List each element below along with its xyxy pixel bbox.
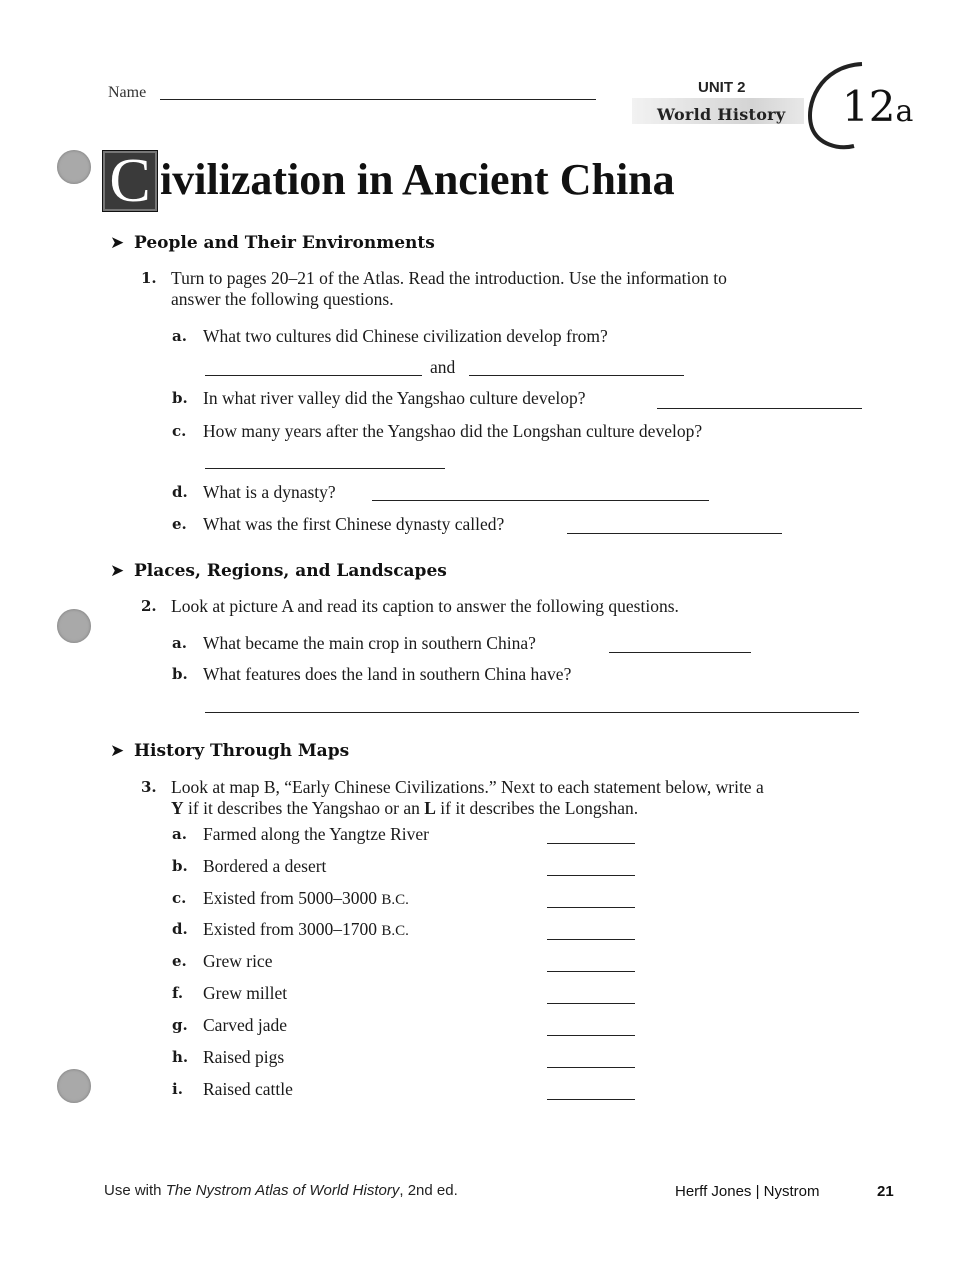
page-title: ivilization in Ancient China — [160, 155, 675, 204]
page-number: 21 — [877, 1183, 894, 1200]
answer-blank[interactable] — [657, 408, 862, 409]
arrow-icon: ➤ — [110, 561, 125, 581]
question-number: 2. — [141, 597, 157, 615]
unit-label: UNIT 2 — [698, 79, 746, 96]
title-drop-cap: C — [102, 150, 158, 212]
answer-blank[interactable] — [469, 375, 684, 376]
item-text: What features does the land in southern China have? — [203, 664, 572, 684]
question-text: Look at map B, “Early Chinese Civilizations.” Next to each statement below, write a — [171, 777, 764, 797]
question-text: Turn to pages 20–21 of the Atlas. Read the introduction. Use the information to — [171, 268, 727, 288]
item-text: Carved jade — [203, 1015, 288, 1035]
footer-publisher: Herff Jones | Nystrom — [675, 1183, 820, 1200]
connector-text: and — [430, 357, 456, 377]
section-heading: ➤ Places, Regions, and Landscapes — [110, 561, 447, 581]
item-letter: f. — [172, 984, 184, 1002]
item-text: Grew rice — [203, 951, 273, 971]
binder-hole-middle — [57, 609, 91, 643]
answer-blank[interactable] — [547, 1003, 635, 1004]
item-letter: b. — [172, 389, 188, 407]
item-text: Bordered a desert — [203, 856, 327, 876]
answer-blank[interactable] — [547, 1099, 635, 1100]
name-blank[interactable] — [160, 99, 596, 100]
item-text: In what river valley did the Yangshao culture develop? — [203, 388, 586, 408]
question-number: 3. — [141, 778, 157, 796]
item-letter: a. — [172, 327, 187, 345]
binder-hole-top — [57, 150, 91, 184]
item-letter: d. — [172, 920, 188, 938]
item-letter: b. — [172, 857, 188, 875]
question-number: 1. — [141, 269, 157, 287]
answer-blank[interactable] — [547, 939, 635, 940]
item-text: Farmed along the Yangtze River — [203, 824, 429, 844]
answer-blank[interactable] — [547, 875, 635, 876]
answer-blank[interactable] — [547, 1035, 635, 1036]
item-letter: d. — [172, 483, 188, 501]
question-text: Y if it describes the Yangshao or an L if it describes the Longshan. — [171, 798, 639, 818]
section-heading: ➤ People and Their Environments — [110, 233, 435, 253]
subject-label: World History — [657, 105, 786, 124]
answer-blank[interactable] — [609, 652, 751, 653]
item-text: Existed from 3000–1700 B.C. — [203, 919, 409, 939]
answer-blank[interactable] — [372, 500, 709, 501]
item-letter: b. — [172, 665, 188, 683]
item-letter: c. — [172, 889, 187, 907]
item-text: Raised cattle — [203, 1079, 293, 1099]
item-text: Grew millet — [203, 983, 288, 1003]
lesson-letter: a — [895, 94, 914, 129]
answer-blank[interactable] — [205, 375, 422, 376]
item-text: What was the first Chinese dynasty called? — [203, 514, 505, 534]
item-letter: h. — [172, 1048, 189, 1066]
answer-blank[interactable] — [205, 712, 859, 713]
item-letter: i. — [172, 1080, 183, 1098]
answer-blank[interactable] — [567, 533, 782, 534]
item-text: Raised pigs — [203, 1047, 285, 1067]
item-text: What two cultures did Chinese civilization develop from? — [203, 326, 608, 346]
item-text: What became the main crop in southern China? — [203, 633, 536, 653]
name-label: Name — [108, 84, 147, 101]
answer-blank[interactable] — [205, 468, 445, 469]
atlas-title: The Nystrom Atlas of World History — [165, 1182, 400, 1199]
question-text: Look at picture A and read its caption to answer the following questions. — [171, 596, 679, 616]
answer-blank[interactable] — [547, 843, 635, 844]
item-text: Existed from 5000–3000 B.C. — [203, 888, 409, 908]
question-text: answer the following questions. — [171, 289, 394, 309]
item-letter: e. — [172, 515, 187, 533]
lesson-number: 12a — [842, 82, 914, 131]
section-heading: ➤ History Through Maps — [110, 741, 350, 761]
binder-hole-bottom — [57, 1069, 91, 1103]
arrow-icon: ➤ — [110, 741, 125, 761]
item-letter: g. — [172, 1016, 188, 1034]
footer-attribution: Use with The Nystrom Atlas of World History, 2nd ed. — [104, 1182, 458, 1199]
answer-blank[interactable] — [547, 907, 635, 908]
item-text: What is a dynasty? — [203, 482, 336, 502]
arrow-icon: ➤ — [110, 233, 125, 253]
item-text: How many years after the Yangshao did the Longshan culture develop? — [203, 421, 703, 441]
answer-blank[interactable] — [547, 1067, 635, 1068]
answer-blank[interactable] — [547, 971, 635, 972]
item-letter: c. — [172, 422, 187, 440]
item-letter: a. — [172, 825, 187, 843]
item-letter: e. — [172, 952, 187, 970]
item-letter: a. — [172, 634, 187, 652]
